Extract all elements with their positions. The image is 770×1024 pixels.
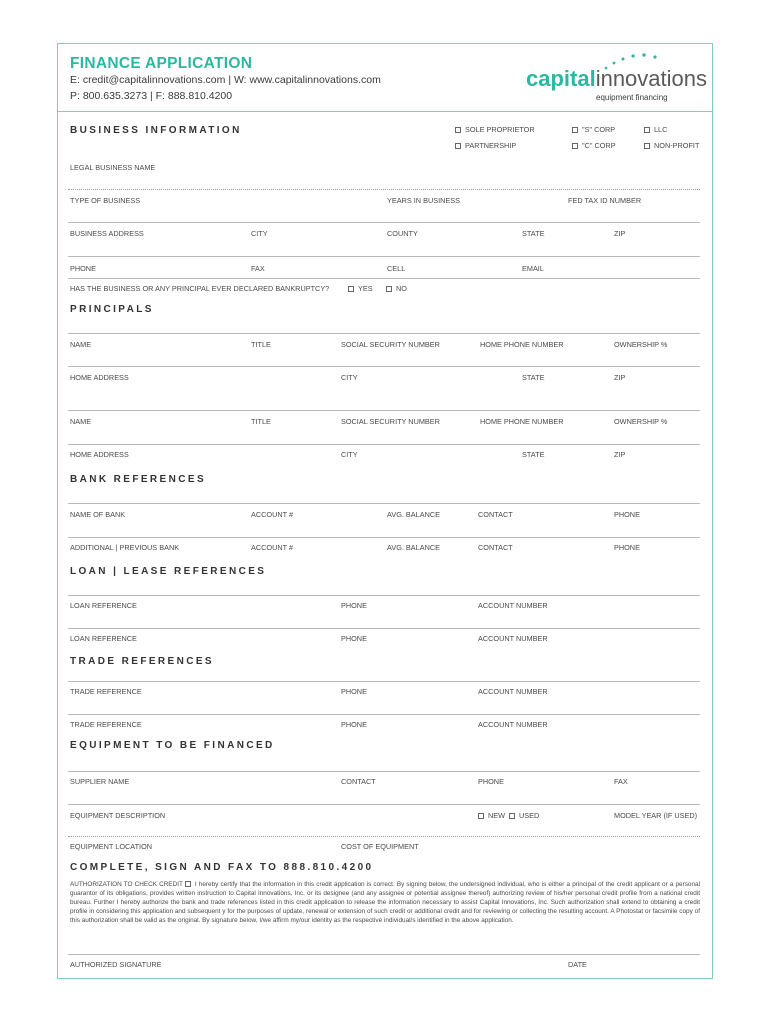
label-principal-ssn: SOCIAL SECURITY NUMBER bbox=[341, 340, 440, 349]
label-bank-avg-balance: AVG. BALANCE bbox=[387, 543, 440, 552]
label-name-of-bank: NAME OF BANK bbox=[70, 510, 126, 519]
label-principal-zip: ZIP bbox=[614, 373, 626, 382]
contact-phone-fax: P: 800.635.3273 | F: 888.810.4200 bbox=[70, 90, 233, 102]
field-row-business-phone[interactable] bbox=[68, 278, 700, 279]
checkbox-non-profit[interactable]: NON-PROFIT bbox=[644, 141, 699, 150]
header-divider bbox=[57, 111, 713, 112]
section-loan-lease-references: LOAN | LEASE REFERENCES bbox=[70, 566, 267, 577]
checkbox-box-icon bbox=[644, 127, 650, 133]
label-loan-phone: PHONE bbox=[341, 601, 367, 610]
section-equipment: EQUIPMENT TO BE FINANCED bbox=[70, 740, 275, 751]
checkbox-bankruptcy-no[interactable]: NO bbox=[386, 284, 407, 293]
field-legal-business-name[interactable] bbox=[68, 189, 700, 190]
label-bank-account: ACCOUNT # bbox=[251, 543, 294, 552]
checkbox-s-corp[interactable]: "S" CORP bbox=[572, 125, 615, 134]
label-principal-title: TITLE bbox=[251, 340, 271, 349]
divider bbox=[68, 333, 700, 334]
label-bank-phone: PHONE bbox=[614, 543, 640, 552]
label-legal-business-name: LEGAL BUSINESS NAME bbox=[70, 163, 156, 172]
label-supplier-name: SUPPLIER NAME bbox=[70, 777, 130, 786]
field-row-principal-1-address[interactable] bbox=[68, 410, 700, 411]
label-loan-reference: LOAN REFERENCE bbox=[70, 601, 137, 610]
label-trade-phone: PHONE bbox=[341, 720, 367, 729]
section-business-information: BUSINESS INFORMATION bbox=[70, 125, 242, 136]
label-principal-name: NAME bbox=[70, 417, 92, 426]
checkbox-box-icon bbox=[455, 143, 461, 149]
checkbox-llc[interactable]: LLC bbox=[644, 125, 667, 134]
label-principal-home-phone: HOME PHONE NUMBER bbox=[480, 417, 564, 426]
label-bank-contact: CONTACT bbox=[478, 510, 513, 519]
label-type-of-business: TYPE OF BUSINESS bbox=[70, 196, 141, 205]
label-trade-reference: TRADE REFERENCE bbox=[70, 687, 142, 696]
label-zip: ZIP bbox=[614, 229, 626, 238]
label-equipment-description: EQUIPMENT DESCRIPTION bbox=[70, 811, 166, 820]
logo-tagline: equipment financing bbox=[596, 93, 668, 102]
section-trade-references: TRADE REFERENCES bbox=[70, 656, 214, 667]
label-trade-reference: TRADE REFERENCE bbox=[70, 720, 142, 729]
label-principal-ssn: SOCIAL SECURITY NUMBER bbox=[341, 417, 440, 426]
field-row-trade-1[interactable] bbox=[68, 714, 700, 715]
label-principal-state: STATE bbox=[522, 450, 545, 459]
label-principal-ownership: OWNERSHIP % bbox=[614, 340, 668, 349]
label-principal-name: NAME bbox=[70, 340, 92, 349]
label-state: STATE bbox=[522, 229, 545, 238]
checkbox-authorization[interactable] bbox=[185, 881, 191, 887]
label-loan-account-number: ACCOUNT NUMBER bbox=[478, 634, 548, 643]
label-authorized-signature: AUTHORIZED SIGNATURE bbox=[70, 960, 162, 969]
checkbox-box-icon bbox=[478, 813, 484, 819]
label-date: DATE bbox=[568, 960, 587, 969]
label-trade-account-number: ACCOUNT NUMBER bbox=[478, 720, 548, 729]
checkbox-used[interactable]: USED bbox=[509, 811, 539, 820]
authorization-text: AUTHORIZATION TO CHECK CREDIT I hereby certify that the information in this credit application is correct. By signing below, the undersigned individual, who is either a principal of the credit applicant or a personal guarantor of its obligations, provides written instruction to Capital Innovations, Inc. or its designee (and any assignee or potential assignee thereof) authorizing review of his/her personal credit profile from a national credit bureau. Further I hereby authorize the bank and trade references listed in this credit application to release the information necessary to assist Capital Innovations, Inc. Such authorization shall extend to obtaining a credit profile in considering this application and subsequent y for the purposes of update, renewal or extension of such credit or additional credit and for reviewing or collecting the resulting account. A Photostat or facsimile copy of this authorization shall be valid as the original. By signature below, I/we affirm my/our identity as the respective individual/s identified in the above application. bbox=[70, 881, 700, 924]
label-years-in-business: YEARS IN BUSINESS bbox=[387, 196, 460, 205]
checkbox-bankruptcy-yes[interactable]: YES bbox=[348, 284, 373, 293]
label-cost-of-equipment: COST OF EQUIPMENT bbox=[341, 842, 419, 851]
label-city: CITY bbox=[251, 229, 268, 238]
label-loan-reference: LOAN REFERENCE bbox=[70, 634, 137, 643]
label-loan-phone: PHONE bbox=[341, 634, 367, 643]
label-bank-contact: CONTACT bbox=[478, 543, 513, 552]
divider bbox=[68, 681, 700, 682]
field-row-equipment-description[interactable] bbox=[68, 836, 700, 837]
label-principal-home-address: HOME ADDRESS bbox=[70, 450, 129, 459]
label-additional-bank: ADDITIONAL | PREVIOUS BANK bbox=[70, 543, 180, 552]
label-supplier-contact: CONTACT bbox=[341, 777, 376, 786]
checkbox-box-icon bbox=[386, 286, 392, 292]
label-county: COUNTY bbox=[387, 229, 418, 238]
label-bankruptcy-question: HAS THE BUSINESS OR ANY PRINCIPAL EVER DECLARED BANKRUPTCY? bbox=[70, 284, 330, 293]
label-cell: CELL bbox=[387, 264, 406, 273]
field-row-principal-1[interactable] bbox=[68, 366, 700, 367]
label-loan-account-number: ACCOUNT NUMBER bbox=[478, 601, 548, 610]
label-supplier-phone: PHONE bbox=[478, 777, 504, 786]
company-logo bbox=[526, 52, 706, 104]
label-principal-ownership: OWNERSHIP % bbox=[614, 417, 668, 426]
checkbox-new[interactable]: NEW bbox=[478, 811, 505, 820]
section-complete-sign-fax: COMPLETE, SIGN AND FAX TO 888.810.4200 bbox=[70, 862, 374, 873]
label-bank-phone: PHONE bbox=[614, 510, 640, 519]
label-principal-city: CITY bbox=[341, 373, 358, 382]
divider bbox=[68, 595, 700, 596]
field-row-business-address[interactable] bbox=[68, 256, 700, 257]
label-trade-account-number: ACCOUNT NUMBER bbox=[478, 687, 548, 696]
divider bbox=[68, 503, 700, 504]
label-business-address: BUSINESS ADDRESS bbox=[70, 229, 144, 238]
label-model-year: MODEL YEAR (IF USED) bbox=[614, 811, 698, 820]
label-trade-phone: PHONE bbox=[341, 687, 367, 696]
label-principal-zip: ZIP bbox=[614, 450, 626, 459]
label-bank-account: ACCOUNT # bbox=[251, 510, 294, 519]
checkbox-box-icon bbox=[348, 286, 354, 292]
checkbox-box-icon bbox=[455, 127, 461, 133]
label-email: EMAIL bbox=[522, 264, 544, 273]
label-phone: PHONE bbox=[70, 264, 96, 273]
label-equipment-location: EQUIPMENT LOCATION bbox=[70, 842, 153, 851]
field-row-business-type[interactable] bbox=[68, 222, 700, 223]
field-row-loan-1[interactable] bbox=[68, 628, 700, 629]
label-principal-state: STATE bbox=[522, 373, 545, 382]
label-fed-tax-id: FED TAX ID NUMBER bbox=[568, 196, 642, 205]
checkbox-partnership[interactable]: PARTNERSHIP bbox=[455, 141, 516, 150]
form-title: FINANCE APPLICATION bbox=[70, 55, 253, 72]
logo-wordmark: capitalinnovations bbox=[526, 66, 708, 91]
field-signature-line[interactable] bbox=[68, 954, 700, 955]
field-row-bank-1[interactable] bbox=[68, 537, 700, 538]
label-principal-home-address: HOME ADDRESS bbox=[70, 373, 129, 382]
label-principal-title: TITLE bbox=[251, 417, 271, 426]
label-fax: FAX bbox=[251, 264, 265, 273]
divider bbox=[68, 771, 700, 772]
contact-email-web: E: credit@capitalinnovations.com | W: www.capitalinnovations.com bbox=[70, 74, 381, 86]
section-principals: PRINCIPALS bbox=[70, 304, 154, 315]
section-bank-references: BANK REFERENCES bbox=[70, 474, 207, 485]
checkbox-box-icon bbox=[509, 813, 515, 819]
checkbox-box-icon bbox=[572, 143, 578, 149]
label-supplier-fax: FAX bbox=[614, 777, 628, 786]
label-principal-city: CITY bbox=[341, 450, 358, 459]
checkbox-box-icon bbox=[644, 143, 650, 149]
field-row-principal-2[interactable] bbox=[68, 444, 700, 445]
checkbox-sole-proprietor[interactable]: SOLE PROPRIETOR bbox=[455, 125, 535, 134]
label-bank-avg-balance: AVG. BALANCE bbox=[387, 510, 440, 519]
field-row-supplier[interactable] bbox=[68, 804, 700, 805]
label-principal-home-phone: HOME PHONE NUMBER bbox=[480, 340, 564, 349]
checkbox-box-icon bbox=[572, 127, 578, 133]
checkbox-c-corp[interactable]: "C" CORP bbox=[572, 141, 616, 150]
